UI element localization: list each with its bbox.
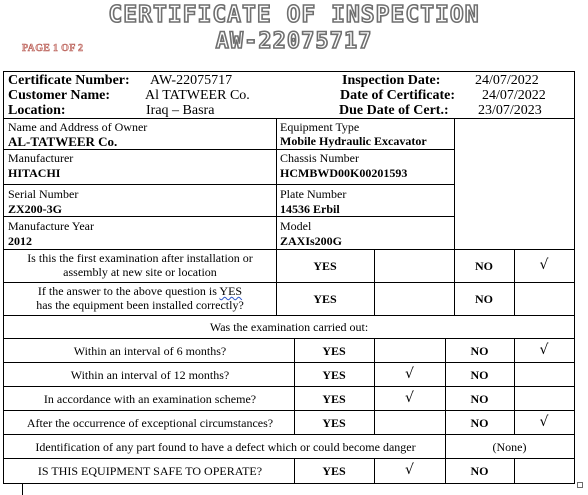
owner-label: Name and Address of Owner [8,120,148,134]
location-label: Location: [8,103,66,118]
question-12-months: Within an interval of 12 months? [70,368,230,382]
question-safe-to-operate: IS THIS EQUIPMENT SAFE TO OPERATE? [37,464,263,478]
table-resize-handle[interactable] [577,482,583,488]
question-installed-correctly [6,284,274,312]
q6-no-tick-icon: √ [539,414,549,430]
q5-yes-tick-icon: √ [405,390,414,406]
customer-value: Al TATWEER Co. [145,88,250,103]
certificate-subtitle: AW-22075717 [215,29,373,54]
question-examination-scheme: In accordance with an examination scheme? [43,392,257,406]
plate-label: Plate Number [280,187,347,201]
model-label: Model [280,219,312,233]
q6-yes-label: YES [322,416,346,430]
question-6-months: Within an interval of 6 months? [73,344,227,358]
q1-no-label: NO [475,259,493,273]
q2-no-label: NO [475,292,493,306]
model-value: ZAXIs200G [280,234,343,248]
inspection-date-value: 24/07/2022 [475,73,539,88]
q4-yes-label: YES [322,368,346,382]
question-defect-identification: Identification of any part found to have a defect which or could become danger [35,440,416,454]
customer-label: Customer Name: [8,88,110,103]
section-heading: Was the examination carried out: [209,320,369,334]
q4-yes-tick-icon: √ [405,366,414,382]
serial-label: Serial Number [8,187,79,201]
equipment-type-value: Mobile Hydraulic Excavator [280,134,427,148]
defect-value: (None) [492,440,527,454]
q2-text-part1: If the answer to the above question is [37,284,220,298]
year-label: Manufacture Year [8,219,94,233]
date-of-certificate-label: Date of Certificate: [340,88,456,103]
q2-text-yes: YES [219,284,243,298]
chassis-label: Chassis Number [280,151,359,165]
location-value: Iraq – Basra [146,103,215,118]
certificate-table [3,71,575,484]
serial-value: ZX200-3G [8,202,62,216]
q6-no-label: NO [470,416,489,430]
due-date-value: 23/07/2023 [478,103,542,118]
manufacturer-value: HITACHI [8,166,61,180]
q4-no-label: NO [470,368,489,382]
question-first-examination: Is this the first examination after installation or assembly at new site or location [27,251,253,279]
q3-yes-label: YES [322,344,346,358]
q2-text-part2: has the equipment been installed correctly? [36,298,244,312]
q1-no-tick-icon: √ [539,257,549,273]
plate-value: 14536 Erbil [280,202,340,216]
q2-yes-label: YES [313,292,337,306]
page-indicator: PAGE 1 OF 2 [22,43,84,54]
certificate-title: CERTIFICATE OF INSPECTION [108,2,480,28]
cert-number-label: Certificate Number: [8,73,130,88]
q8-no-label: NO [470,464,489,478]
q8-yes-label: YES [322,464,346,478]
question-exceptional-circumstances: After the occurrence of exceptional circumstances? [26,416,274,430]
q3-no-tick-icon: √ [539,342,549,358]
chassis-value: HCMBWD00K00201593 [280,166,408,180]
owner-value: AL-TATWEER Co. [8,134,118,149]
q1-yes-label: YES [313,259,337,273]
text-cursor [22,484,23,495]
q8-yes-tick-icon: √ [405,462,414,478]
cert-number-value: AW-22075717 [150,73,233,88]
due-date-label: Due Date of Cert.: [339,103,449,118]
inspection-date-label: Inspection Date: [342,73,441,88]
date-of-certificate-value: 24/07/2022 [482,88,546,103]
q5-yes-label: YES [322,392,346,406]
year-value: 2012 [8,234,32,248]
q5-no-label: NO [470,392,489,406]
q3-no-label: NO [470,344,489,358]
equipment-type-label: Equipment Type [280,120,360,134]
manufacturer-label: Manufacturer [8,151,74,165]
